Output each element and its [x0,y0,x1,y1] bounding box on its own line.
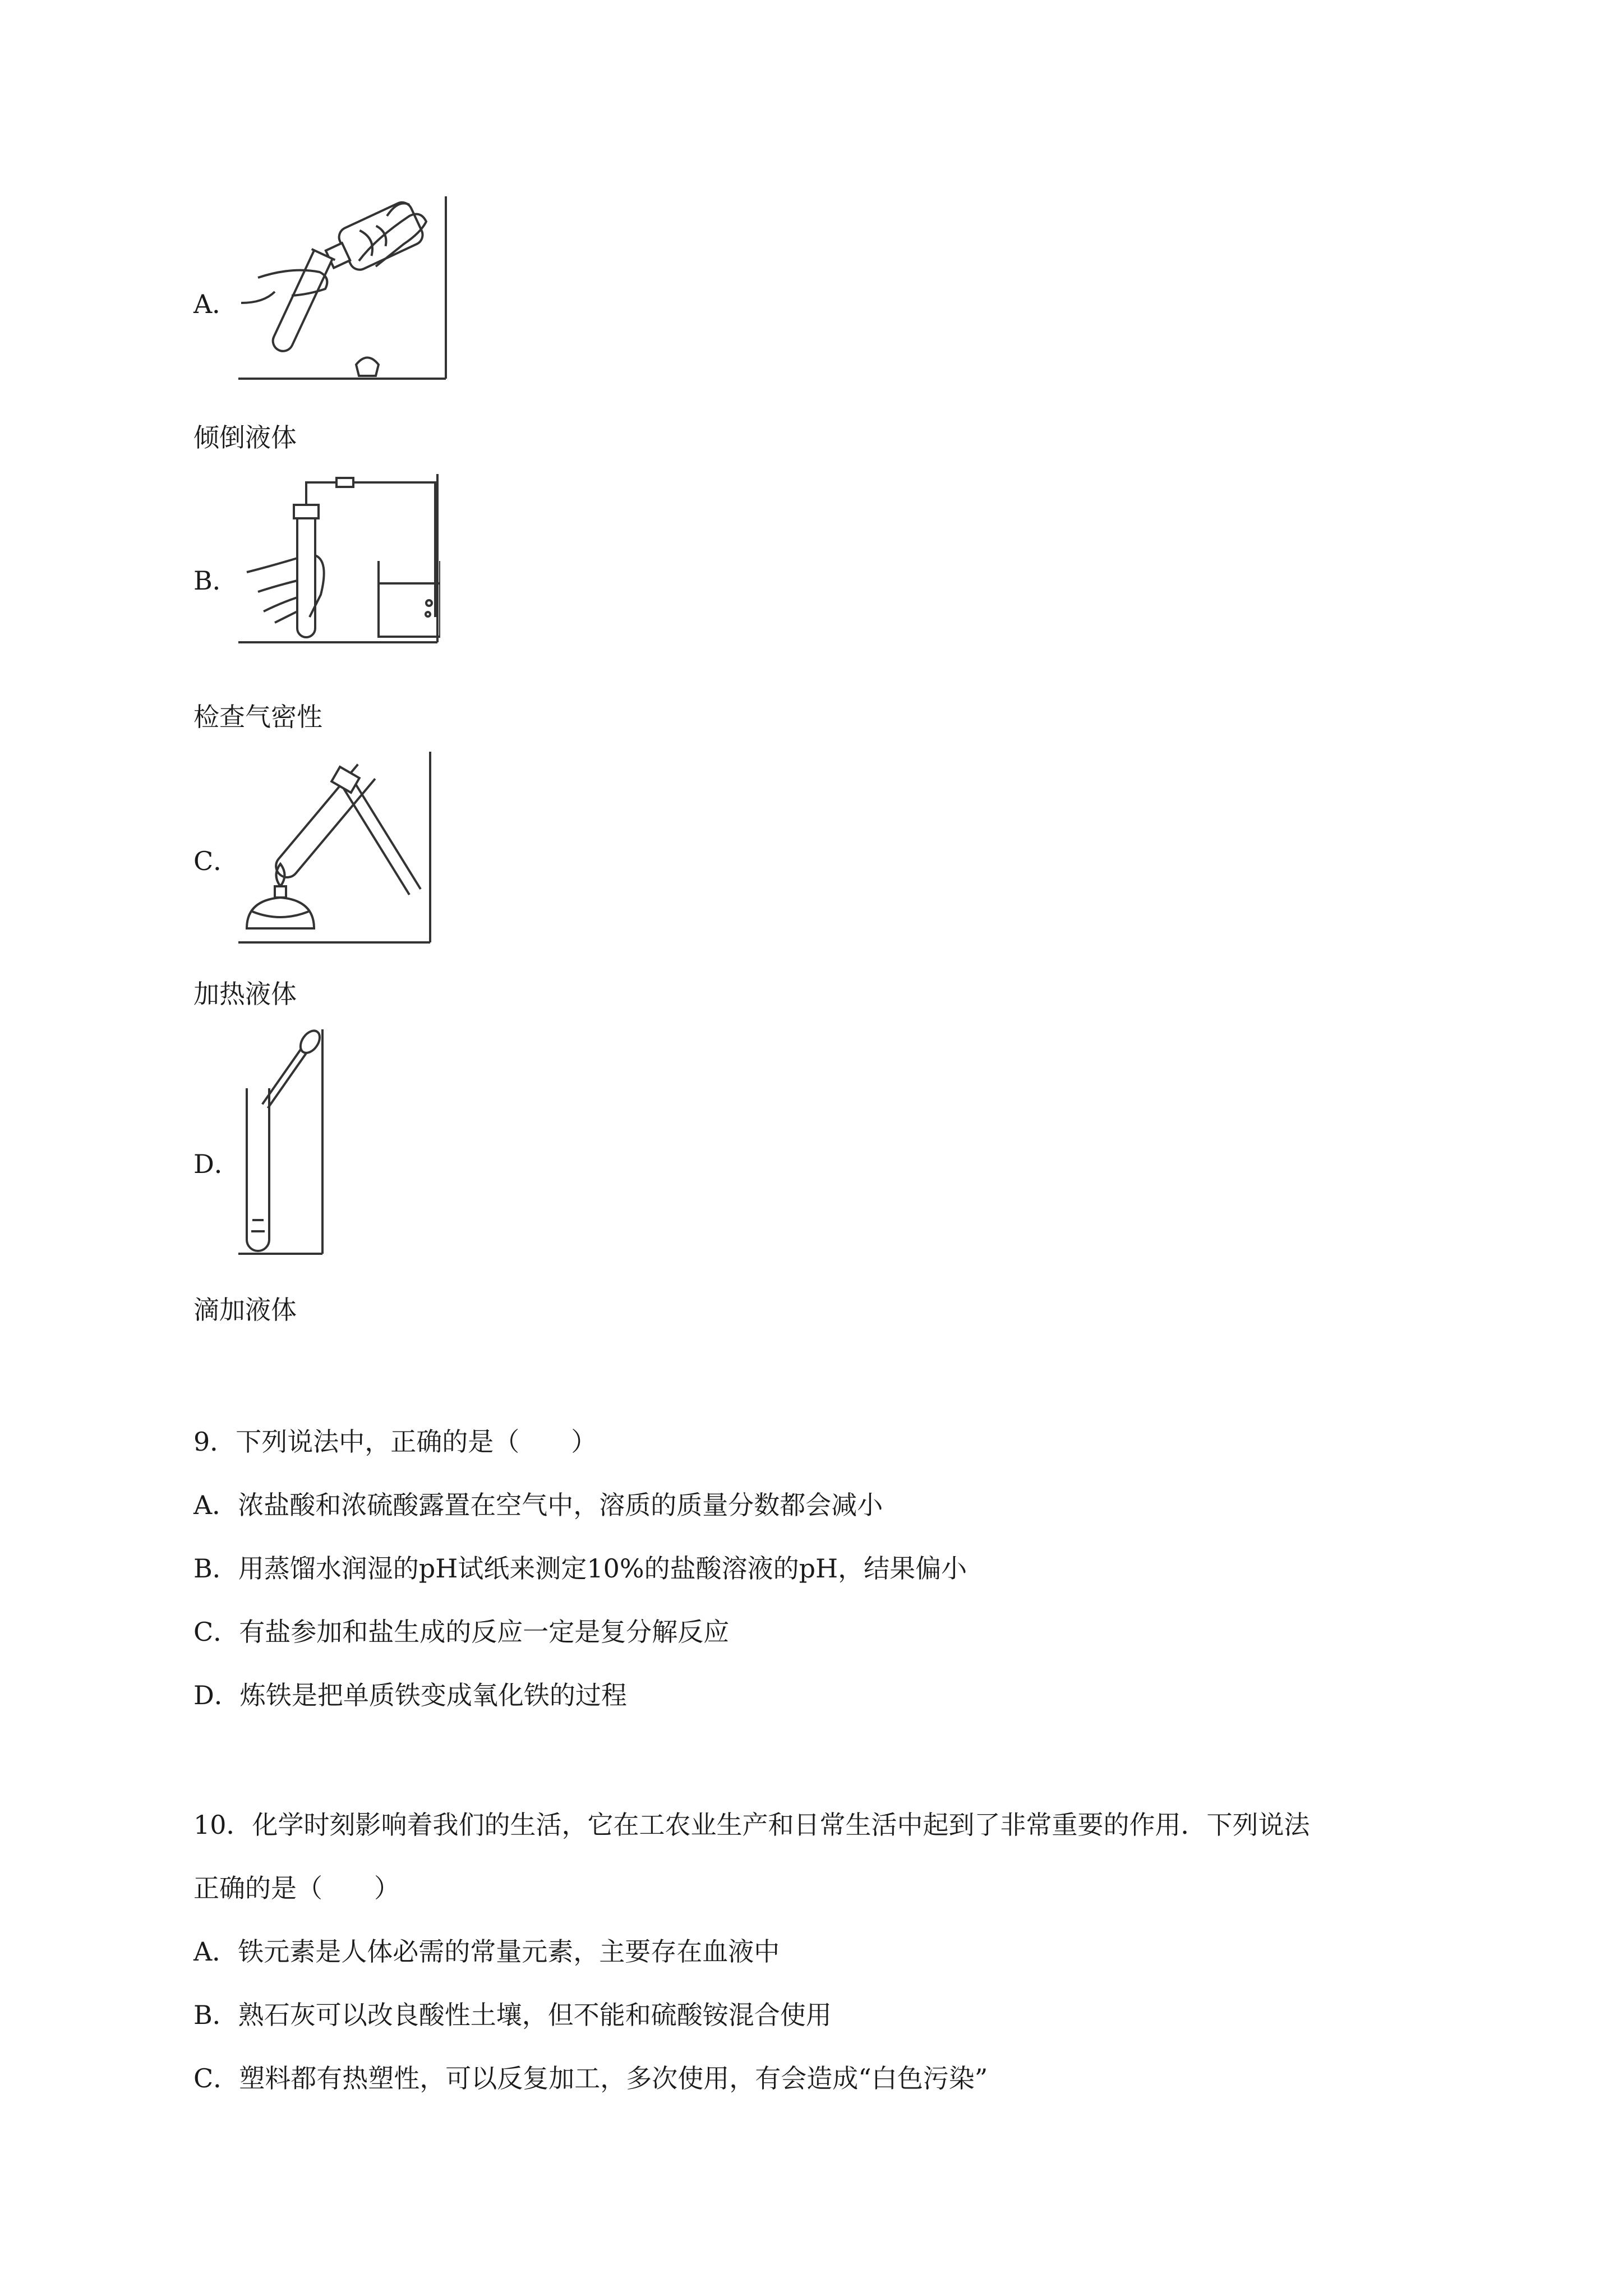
option-a-caption: 倾倒液体 [193,422,297,453]
option-a-letter: A． [193,289,238,319]
question-10-option-b: B．熟石灰可以改良酸性土壤，但不能和硫酸铵混合使用 [193,2000,832,2030]
question-9-option-a: A．浓盐酸和浓硫酸露置在空气中，溶质的质量分数都会减小 [193,1490,883,1520]
question-10-option-a: A．铁元素是人体必需的常量元素，主要存在血液中 [193,1936,780,1967]
option-b-caption: 检查气密性 [193,702,322,732]
option-c-letter: C． [193,846,239,876]
question-9-stem: 9．下列说法中，正确的是（ ） [193,1427,597,1457]
question-10-stem-line-2: 正确的是（ ） [193,1873,400,1903]
question-9-option-c: C．有盐参加和盐生成的反应一定是复分解反应 [193,1617,730,1647]
question-9-option-d: D．炼铁是把单质铁变成氧化铁的过程 [193,1680,627,1710]
option-d-caption: 滴加液体 [193,1295,297,1325]
option-d-letter: D． [193,1149,240,1179]
pouring-liquid-illustration [236,194,449,381]
question-10-stem-line-1: 10．化学时刻影响着我们的生活，它在工农业生产和日常生活中起到了非常重要的作用．下列说法 [193,1810,1310,1840]
heating-liquid-illustration [236,749,433,945]
option-c-caption: 加热液体 [193,979,297,1009]
question-9-option-b: B．用蒸馏水润湿的pH试纸来测定10%的盐酸溶液的pH，结果偏小 [193,1553,967,1584]
airtightness-check-illustration [236,471,440,645]
option-b-letter: B． [193,565,238,596]
question-10-option-c: C．塑料都有热塑性，可以反复加工，多次使用，有会造成“白色污染” [193,2063,988,2093]
dropping-liquid-illustration [236,1027,325,1257]
